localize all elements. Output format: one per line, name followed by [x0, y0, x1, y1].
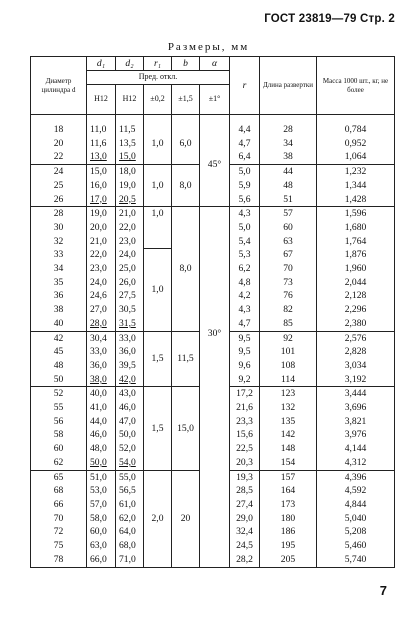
- cell-mass: 2,128: [317, 289, 395, 303]
- cell-d2: 33,0: [116, 331, 144, 345]
- cell-r: 27,4: [230, 498, 260, 512]
- cell-d: 78: [31, 553, 87, 567]
- cell-mass: 3,192: [317, 373, 395, 387]
- cell-r: 5,6: [230, 193, 260, 207]
- cell-mass: 2,380: [317, 317, 395, 331]
- cell-r: 28,5: [230, 484, 260, 498]
- cell-len: 148: [260, 442, 317, 456]
- col-header-b: b: [172, 57, 200, 71]
- cell-r: 4,4: [230, 115, 260, 137]
- cell-len: 63: [260, 235, 317, 249]
- cell-d2: 19,0: [116, 179, 144, 193]
- cell-r: 23,3: [230, 415, 260, 429]
- cell-d: 72: [31, 525, 87, 539]
- cell-mass: 2,296: [317, 303, 395, 317]
- cell-d1: 38,0: [87, 373, 116, 387]
- col-header-d2: d₂: [116, 57, 144, 71]
- cell-d2: 13,5: [116, 137, 144, 151]
- cell-r: 4,7: [230, 137, 260, 151]
- cell-d1: 21,0: [87, 235, 116, 249]
- cell-d2: 61,0: [116, 498, 144, 512]
- cell-d2: 11,5: [116, 115, 144, 137]
- cell-d: 60: [31, 442, 87, 456]
- cell-d1: 28,0: [87, 317, 116, 331]
- cell-b-merged: 11,5: [172, 331, 200, 387]
- cell-r: 5,0: [230, 221, 260, 235]
- cell-mass: 1,064: [317, 150, 395, 164]
- cell-d: 42: [31, 331, 87, 345]
- cell-d2: 22,0: [116, 221, 144, 235]
- cell-d: 34: [31, 262, 87, 276]
- cell-mass: 4,396: [317, 470, 395, 484]
- cell-mass: 3,696: [317, 401, 395, 415]
- cell-mass: 5,460: [317, 539, 395, 553]
- cell-d1: 33,0: [87, 345, 116, 359]
- page-number: 7: [379, 583, 387, 598]
- cell-r: 5,0: [230, 165, 260, 179]
- cell-d2: 42,0: [116, 373, 144, 387]
- cell-d: 28: [31, 207, 87, 221]
- cell-len: 180: [260, 512, 317, 526]
- cell-d1: 22,0: [87, 248, 116, 262]
- cell-d1: 17,0: [87, 193, 116, 207]
- cell-len: 73: [260, 276, 317, 290]
- cell-d: 30: [31, 221, 87, 235]
- cell-d2: 18,0: [116, 165, 144, 179]
- cell-mass: 4,592: [317, 484, 395, 498]
- cell-d2: 54,0: [116, 456, 144, 470]
- cell-len: 48: [260, 179, 317, 193]
- cell-mass: 1,764: [317, 235, 395, 249]
- tol-r1: ±0,2: [144, 85, 172, 115]
- col-header-alpha: α: [200, 57, 230, 71]
- cell-r: 29,0: [230, 512, 260, 526]
- cell-mass: 0,952: [317, 137, 395, 151]
- cell-mass: 2,576: [317, 331, 395, 345]
- col-header-r: r: [230, 57, 260, 115]
- cell-len: 70: [260, 262, 317, 276]
- cell-b-merged: 8,0: [172, 207, 200, 331]
- cell-d2: 50,0: [116, 428, 144, 442]
- cell-d: 66: [31, 498, 87, 512]
- cell-len: 82: [260, 303, 317, 317]
- cell-len: 186: [260, 525, 317, 539]
- cell-d: 26: [31, 193, 87, 207]
- cell-mass: 5,040: [317, 512, 395, 526]
- cell-r: 17,2: [230, 387, 260, 401]
- cell-mass: 5,208: [317, 525, 395, 539]
- cell-d2: 26,0: [116, 276, 144, 290]
- cell-r: 9,5: [230, 331, 260, 345]
- cell-len: 205: [260, 553, 317, 567]
- cell-d2: 39,5: [116, 359, 144, 373]
- cell-d: 65: [31, 470, 87, 484]
- cell-d: 40: [31, 317, 87, 331]
- cell-len: 132: [260, 401, 317, 415]
- cell-d: 45: [31, 345, 87, 359]
- cell-alpha-merged: 30°: [200, 207, 230, 567]
- table-body: [31, 115, 395, 568]
- cell-len: 108: [260, 359, 317, 373]
- cell-d: 75: [31, 539, 87, 553]
- cell-r: 19,3: [230, 470, 260, 484]
- cell-d1: 58,0: [87, 512, 116, 526]
- cell-b-merged: 20: [172, 470, 200, 567]
- cell-d: 58: [31, 428, 87, 442]
- cell-r1-merged: 2,0: [144, 470, 172, 567]
- cell-r: 9,5: [230, 345, 260, 359]
- tolerance-header: Пред. откл.: [87, 71, 230, 85]
- cell-r1-merged: 1,5: [144, 387, 172, 470]
- table-row: [31, 115, 395, 137]
- cell-len: 164: [260, 484, 317, 498]
- cell-len: 157: [260, 470, 317, 484]
- cell-mass: 3,444: [317, 387, 395, 401]
- cell-b-merged: 15,0: [172, 387, 200, 470]
- cell-d: 35: [31, 276, 87, 290]
- cell-len: 142: [260, 428, 317, 442]
- cell-d1: 63,0: [87, 539, 116, 553]
- cell-len: 51: [260, 193, 317, 207]
- cell-mass: 3,821: [317, 415, 395, 429]
- cell-d1: 27,0: [87, 303, 116, 317]
- cell-d: 38: [31, 303, 87, 317]
- cell-mass: 1,960: [317, 262, 395, 276]
- cell-d: 22: [31, 150, 87, 164]
- cell-d: 36: [31, 289, 87, 303]
- cell-len: 76: [260, 289, 317, 303]
- cell-d1: 19,0: [87, 207, 116, 221]
- cell-len: 38: [260, 150, 317, 164]
- cell-d1: 41,0: [87, 401, 116, 415]
- cell-d1: 57,0: [87, 498, 116, 512]
- cell-r1-merged: 1,5: [144, 331, 172, 387]
- cell-r1-merged: 1,0: [144, 115, 172, 165]
- cell-mass: 1,876: [317, 248, 395, 262]
- cell-d2: 64,0: [116, 525, 144, 539]
- cell-mass: 1,344: [317, 179, 395, 193]
- cell-d: 50: [31, 373, 87, 387]
- cell-d: 62: [31, 456, 87, 470]
- tol-d2: H12: [116, 85, 144, 115]
- cell-r: 15,6: [230, 428, 260, 442]
- cell-len: 195: [260, 539, 317, 553]
- tol-alpha: ±1°: [200, 85, 230, 115]
- col-header-length: Длина развертки: [260, 57, 317, 115]
- cell-b-merged: 8,0: [172, 165, 200, 207]
- cell-len: 60: [260, 221, 317, 235]
- cell-d: 32: [31, 235, 87, 249]
- cell-len: 57: [260, 207, 317, 221]
- cell-len: 85: [260, 317, 317, 331]
- cell-len: 114: [260, 373, 317, 387]
- cell-d1: 30,4: [87, 331, 116, 345]
- cell-len: 34: [260, 137, 317, 151]
- cell-d2: 43,0: [116, 387, 144, 401]
- cell-d1: 53,0: [87, 484, 116, 498]
- cell-r1-merged: 1,0: [144, 248, 172, 331]
- cell-d2: 27,5: [116, 289, 144, 303]
- cell-r: 4,3: [230, 207, 260, 221]
- cell-d1: 15,0: [87, 165, 116, 179]
- cell-len: 135: [260, 415, 317, 429]
- cell-len: 92: [260, 331, 317, 345]
- cell-r: 6,2: [230, 262, 260, 276]
- table-caption: Размеры, мм: [167, 41, 250, 53]
- cell-r: 5,4: [230, 235, 260, 249]
- cell-d2: 71,0: [116, 553, 144, 567]
- col-header-mass: Масса 1000 шт., кг, не более: [317, 57, 395, 115]
- tol-b: ±1,5: [172, 85, 200, 115]
- cell-mass: 5,740: [317, 553, 395, 567]
- cell-d2: 30,5: [116, 303, 144, 317]
- cell-r: 4,2: [230, 289, 260, 303]
- cell-mass: 2,044: [317, 276, 395, 290]
- cell-r1-merged: 1,0: [144, 207, 172, 249]
- cell-d2: 36,0: [116, 345, 144, 359]
- cell-r: 5,9: [230, 179, 260, 193]
- cell-d2: 24,0: [116, 248, 144, 262]
- cell-d1: 40,0: [87, 387, 116, 401]
- cell-r: 24,5: [230, 539, 260, 553]
- cell-d1: 48,0: [87, 442, 116, 456]
- cell-d: 55: [31, 401, 87, 415]
- cell-len: 101: [260, 345, 317, 359]
- cell-d: 70: [31, 512, 87, 526]
- cell-d1: 46,0: [87, 428, 116, 442]
- cell-d: 56: [31, 415, 87, 429]
- cell-d2: 20,5: [116, 193, 144, 207]
- cell-mass: 1,680: [317, 221, 395, 235]
- cell-d1: 51,0: [87, 470, 116, 484]
- cell-mass: 3,976: [317, 428, 395, 442]
- cell-r: 32,4: [230, 525, 260, 539]
- cell-d: 48: [31, 359, 87, 373]
- cell-r: 4,3: [230, 303, 260, 317]
- cell-d2: 21,0: [116, 207, 144, 221]
- cell-len: 154: [260, 456, 317, 470]
- cell-d: 25: [31, 179, 87, 193]
- col-header-d1: d₁: [87, 57, 116, 71]
- cell-b-merged: 6,0: [172, 115, 200, 165]
- cell-len: 67: [260, 248, 317, 262]
- cell-mass: 3,034: [317, 359, 395, 373]
- cell-d: 18: [31, 115, 87, 137]
- cell-d1: 50,0: [87, 456, 116, 470]
- cell-mass: 2,828: [317, 345, 395, 359]
- cell-r1-merged: 1,0: [144, 165, 172, 207]
- cell-r: 9,6: [230, 359, 260, 373]
- cell-r: 5,3: [230, 248, 260, 262]
- cell-alpha-merged: 45°: [200, 115, 230, 207]
- cell-r: 28,2: [230, 553, 260, 567]
- cell-r: 9,2: [230, 373, 260, 387]
- cell-mass: 1,232: [317, 165, 395, 179]
- cell-d2: 56,5: [116, 484, 144, 498]
- cell-d: 24: [31, 165, 87, 179]
- cell-d1: 24,6: [87, 289, 116, 303]
- cell-d1: 44,0: [87, 415, 116, 429]
- cell-r: 6,4: [230, 150, 260, 164]
- cell-r: 22,5: [230, 442, 260, 456]
- cell-d1: 24,0: [87, 276, 116, 290]
- cell-d2: 46,0: [116, 401, 144, 415]
- cell-mass: 4,844: [317, 498, 395, 512]
- cell-d2: 52,0: [116, 442, 144, 456]
- cell-d2: 31,5: [116, 317, 144, 331]
- cell-d1: 11,0: [87, 115, 116, 137]
- cell-mass: 1,428: [317, 193, 395, 207]
- cell-mass: 4,312: [317, 456, 395, 470]
- cell-r: 4,7: [230, 317, 260, 331]
- cell-d2: 47,0: [116, 415, 144, 429]
- cell-mass: 1,596: [317, 207, 395, 221]
- cell-d2: 62,0: [116, 512, 144, 526]
- table-head: [31, 57, 395, 115]
- cell-d1: 60,0: [87, 525, 116, 539]
- standard-number: ГОСТ 23819—79: [264, 13, 357, 25]
- cell-d1: 16,0: [87, 179, 116, 193]
- cell-d1: 23,0: [87, 262, 116, 276]
- page-label: Стр. 2: [360, 13, 395, 25]
- cell-len: 173: [260, 498, 317, 512]
- page-header: [264, 13, 395, 25]
- cell-d1: 20,0: [87, 221, 116, 235]
- cell-d2: 68,0: [116, 539, 144, 553]
- cell-d1: 13,0: [87, 150, 116, 164]
- cell-len: 28: [260, 115, 317, 137]
- cell-d: 20: [31, 137, 87, 151]
- cell-d2: 23,0: [116, 235, 144, 249]
- cell-d1: 11,6: [87, 137, 116, 151]
- cell-d: 33: [31, 248, 87, 262]
- cell-r: 4,8: [230, 276, 260, 290]
- cell-d: 52: [31, 387, 87, 401]
- cell-d2: 55,0: [116, 470, 144, 484]
- cell-len: 123: [260, 387, 317, 401]
- cell-r: 20,3: [230, 456, 260, 470]
- table-row: [31, 207, 395, 221]
- cell-d2: 25,0: [116, 262, 144, 276]
- cell-d1: 66,0: [87, 553, 116, 567]
- tol-d1: H12: [87, 85, 116, 115]
- col-header-diameter: Диаметр цилиндра d: [31, 57, 87, 115]
- cell-len: 44: [260, 165, 317, 179]
- cell-mass: 4,144: [317, 442, 395, 456]
- cell-d1: 36,0: [87, 359, 116, 373]
- cell-d2: 15,0: [116, 150, 144, 164]
- cell-d: 68: [31, 484, 87, 498]
- col-header-r1: r₁: [144, 57, 172, 71]
- dimensions-table: [30, 56, 395, 568]
- cell-mass: 0,784: [317, 115, 395, 137]
- cell-r: 21,6: [230, 401, 260, 415]
